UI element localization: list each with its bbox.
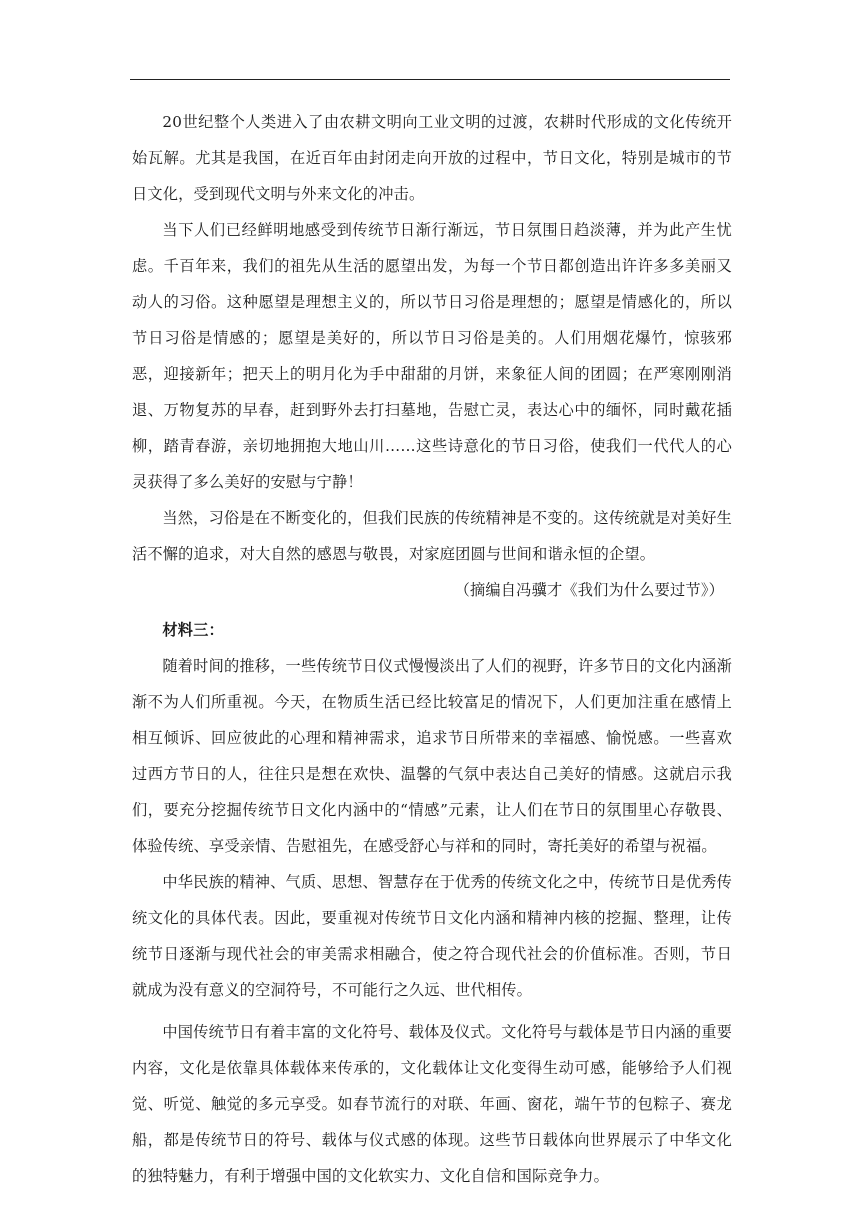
document-body <box>132 104 732 1194</box>
section-heading: 材料三： <box>162 621 224 639</box>
body-paragraph: 当然，习俗是在不断变化的，但我们民族的传统精神是不变的。这传统就是对美好生活不懈的追求，对大自然的感恩与敬畏，对家庭团圆与世间和谐永恒的企望。 <box>132 509 732 563</box>
body-paragraph: 中华民族的精神、气质、思想、智慧存在于优秀的传统文化之中，传统节日是优秀传统文化的具体代表。因此，要重视对传统节日文化内涵和精神内核的挖掘、整理，让传统节日逐渐与现代社会的审美需求相融合，使之符合现代社会的价值标准。否则，节日就成为没有意义的空洞符号，不可能行之久远、世代相传。 <box>132 873 732 999</box>
body-paragraph: 中国传统节日有着丰富的文化符号、载体及仪式。文化符号与载体是节日内涵的重要内容，文化是依靠具体载体来传承的，文化载体让文化变得生动可感，能够给予人们视觉、听觉、触觉的多元享受。如春节流行的对联、年画、窗花，端午节的包粽子、赛龙船，都是传统节日的符号、载体与仪式感的体现。这些节日载体向世界展示了中华文化的独特魅力，有利于增强中国的文化软实力、文化自信和国际竞争力。 <box>132 1023 732 1185</box>
body-paragraph: 随着时间的推移，一些传统节日仪式慢慢淡出了人们的视野，许多节日的文化内涵渐渐不为人们所重视。今天，在物质生活已经比较富足的情况下，人们更加注重在感情上相互倾诉、回应彼此的心理和精神需求，追求节日所带来的幸福感、愉悦感。一些喜欢过西方节日的人，往往只是想在欢快、温馨的气氛中表达自己美好的情感。这就启示我们，要充分挖掘传统节日文化内涵中的“情感”元素，让人们在节日的氛围里心存敬畏、体验传统、享受亲情、告慰祖先，在感受舒心与祥和的同时，寄托美好的希望与祝福。 <box>132 657 732 855</box>
body-paragraph: 20世纪整个人类进入了由农耕文明向工业文明的过渡，农耕时代形成的文化传统开始瓦解。尤其是我国，在近百年由封闭走向开放的过程中，节日文化，特别是城市的节日文化，受到现代文明与外来文化的冲击。 <box>132 113 732 203</box>
header-rule <box>130 79 730 80</box>
body-paragraph: 当下人们已经鲜明地感受到传统节日渐行渐远，节日氛围日趋淡薄，并为此产生忧虑。千百年来，我们的祖先从生活的愿望出发，为每一个节日都创造出许许多多美丽又动人的习俗。这种愿望是理想主义的，所以节日习俗是理想的；愿望是情感化的，所以节日习俗是情感的；愿望是美好的，所以节日习俗是美的。人们用烟花爆竹，惊骇邪恶，迎接新年；把天上的明月化为手中甜甜的月饼，来象征人间的团圆；在严寒刚刚消退、万物复苏的早春，赶到野外去打扫墓地，告慰亡灵，表达心中的缅怀，同时戴花插柳，踏青春游，亲切地拥抱大地山川……这些诗意化的节日习俗，使我们一代代人的心灵获得了多么美好的安慰与宁静！ <box>132 221 732 491</box>
source-citation: （摘编自冯骥才《我们为什么要过节》） <box>454 581 724 599</box>
